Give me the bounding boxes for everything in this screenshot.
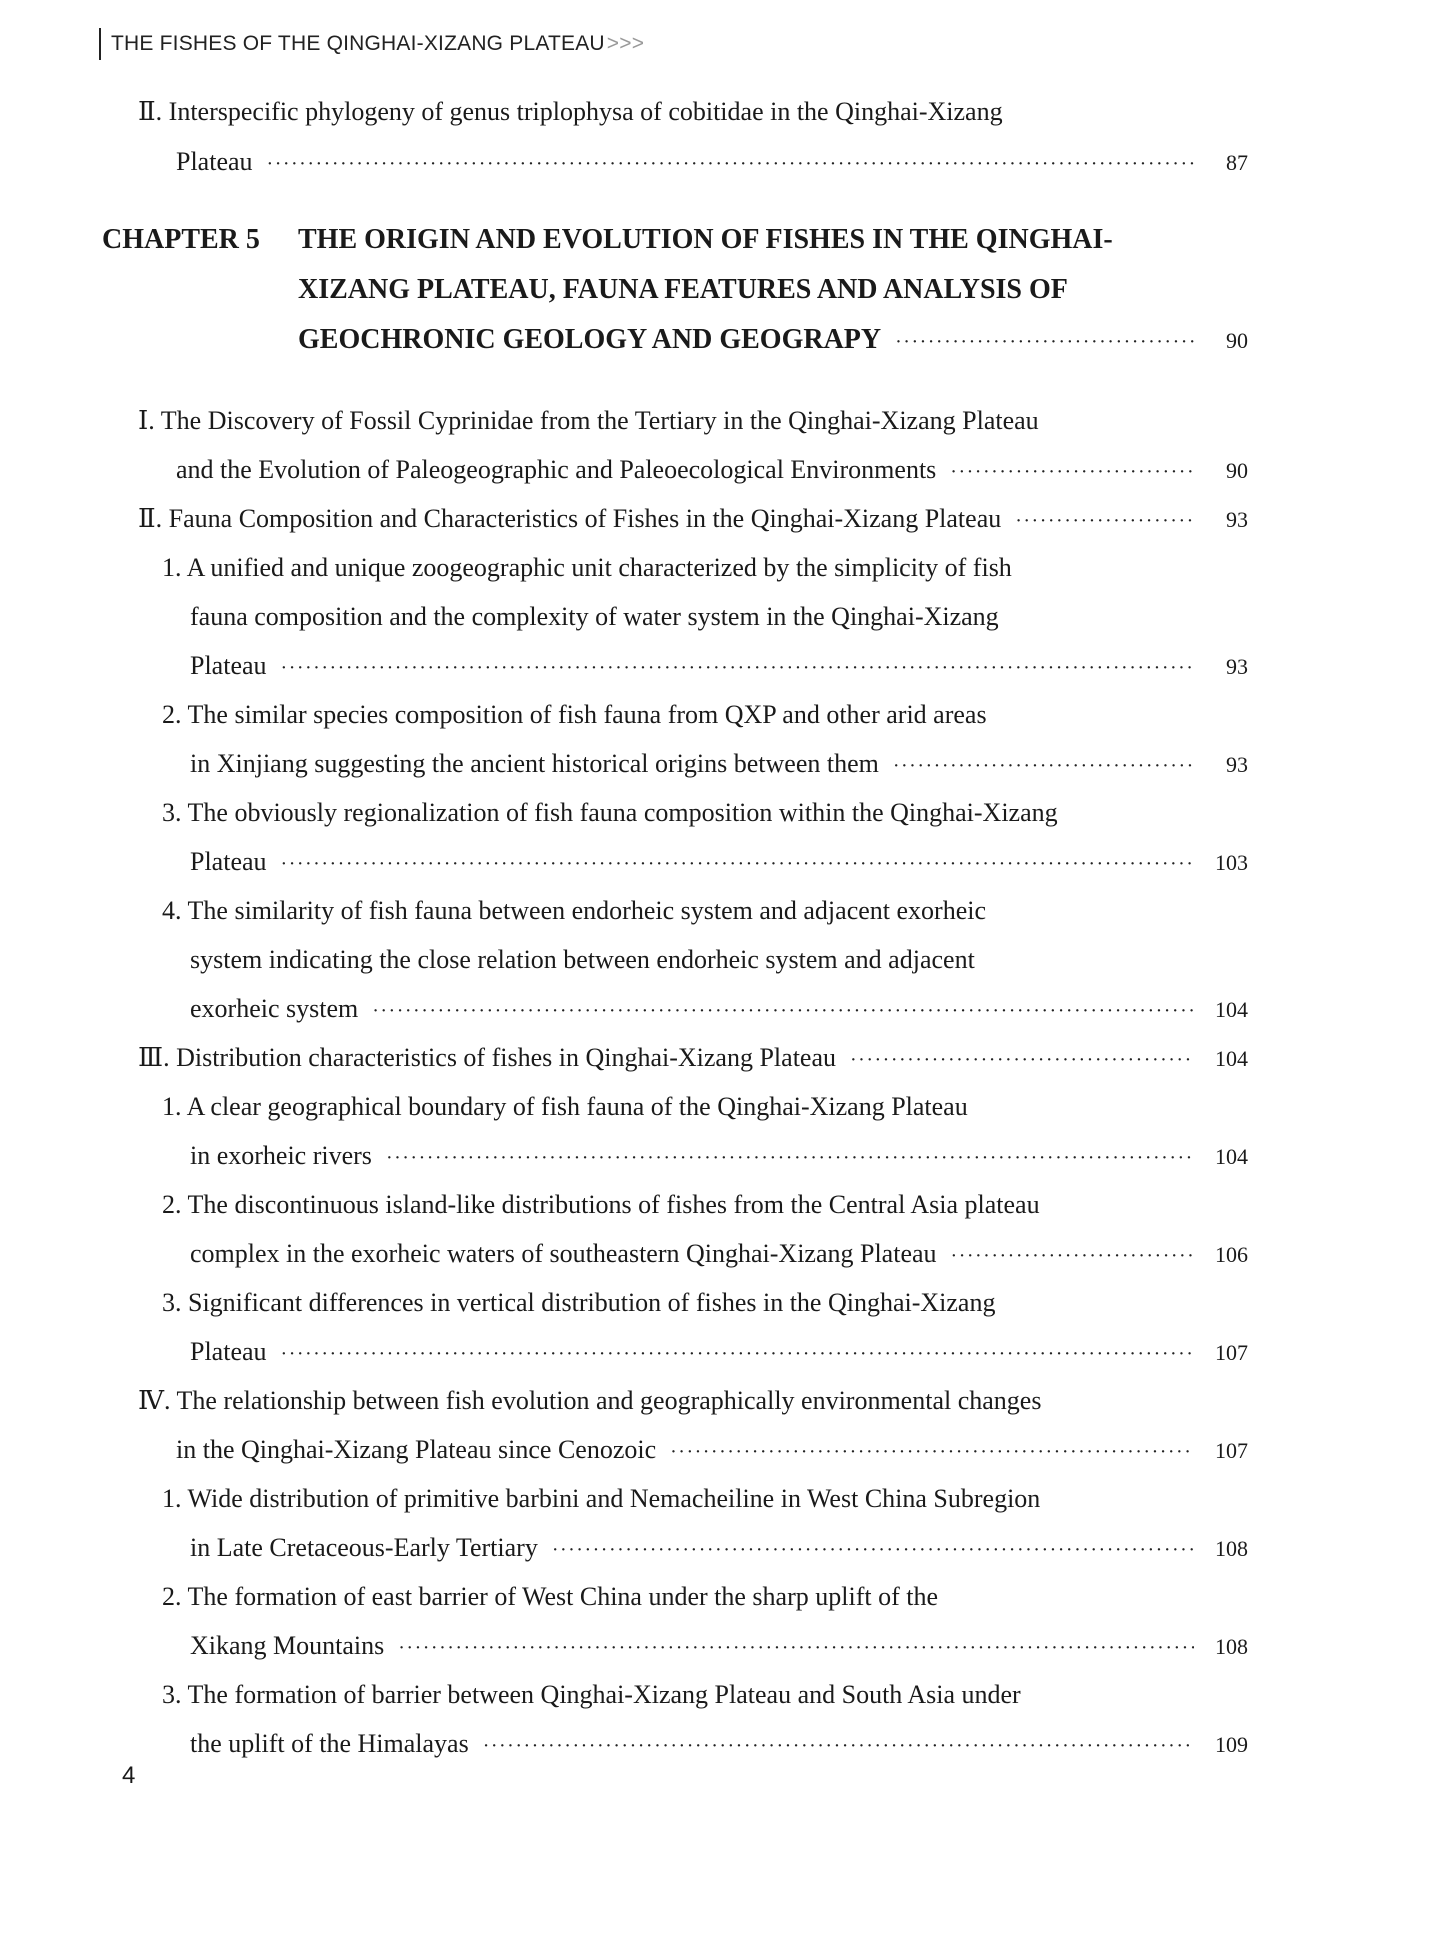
toc-entry-section-1-discovery[interactable]	[176, 453, 1248, 489]
page-number: 104	[1215, 1144, 1248, 1169]
dot-leader	[950, 455, 1194, 489]
toc-entry-text: 2. The discontinuous island-like distributions of fishes from the Central Asia plateau	[162, 1190, 1040, 1219]
toc-line	[138, 1384, 1248, 1418]
toc-entry-2-1[interactable]	[190, 649, 1248, 685]
toc-entry-text: and the Evolution of Paleogeographic and Paleoecological Environments	[176, 455, 937, 484]
toc-entry-text: Plateau	[176, 147, 253, 176]
toc-entry-text: in exorheic rivers	[190, 1141, 372, 1170]
toc-entry-2-4[interactable]	[190, 992, 1248, 1028]
page-number: 106	[1215, 1242, 1248, 1267]
chapter-title: GEOCHRONIC GEOLOGY AND GEOGRAPY	[298, 324, 882, 355]
dot-leader	[281, 1337, 1194, 1371]
page-number: 93	[1226, 654, 1248, 679]
toc-entry-section-4[interactable]	[176, 1433, 1248, 1469]
running-head	[99, 28, 644, 60]
toc-line	[162, 551, 1248, 585]
toc-entry-text: Ⅰ. The Discovery of Fossil Cyprinidae from the Tertiary in the Qinghai-Xizang Plateau	[138, 406, 1039, 435]
page-number: 104	[1215, 997, 1248, 1022]
toc-entry-3-3[interactable]	[190, 1335, 1248, 1371]
chapter-title: THE ORIGIN AND EVOLUTION OF FISHES IN THE QINGHAI-	[298, 224, 1113, 255]
toc-entry-text: 1. A unified and unique zoogeographic unit characterized by the simplicity of fish	[162, 553, 1012, 582]
toc-entry-text: Plateau	[190, 651, 267, 680]
chapter-heading-line	[102, 223, 1248, 257]
toc-entry-text: Ⅱ. Fauna Composition and Characteristics of Fishes in the Qinghai-Xizang Plateau	[138, 504, 1002, 533]
toc-entry-text: 1. Wide distribution of primitive barbini and Nemacheiline in West China Subregion	[162, 1484, 1041, 1513]
page-number: 104	[1215, 1046, 1248, 1071]
toc-line	[162, 1678, 1248, 1712]
page-number: 107	[1215, 1340, 1248, 1365]
page-number: 108	[1215, 1634, 1248, 1659]
dot-leader	[895, 325, 1194, 359]
dot-leader	[267, 147, 1194, 181]
toc-entry-text: system indicating the close relation between endorheic system and adjacent	[190, 945, 975, 974]
toc-entry-text: 3. Significant differences in vertical distribution of fishes in the Qinghai-Xizang	[162, 1288, 996, 1317]
toc-entry-text: 3. The formation of barrier between Qinghai-Xizang Plateau and South Asia under	[162, 1680, 1021, 1709]
toc-entry-4-2[interactable]	[190, 1629, 1248, 1665]
toc-entry-2-2[interactable]	[190, 747, 1248, 783]
toc-entry-text: Xikang Mountains	[190, 1631, 385, 1660]
chapter-title: XIZANG PLATEAU, FAUNA FEATURES AND ANALYSIS OF	[298, 274, 1068, 305]
page-number: 90	[1226, 458, 1248, 483]
dot-leader	[398, 1631, 1194, 1665]
dot-leader	[386, 1141, 1194, 1175]
chapter-heading-line	[298, 273, 1248, 307]
toc-line	[138, 95, 1248, 129]
page-number: 107	[1215, 1438, 1248, 1463]
toc-entry-text: Plateau	[190, 847, 267, 876]
toc-entry-3-1[interactable]	[190, 1139, 1248, 1175]
page-number: 90	[1226, 328, 1248, 353]
dot-leader	[372, 994, 1194, 1028]
dot-leader	[281, 651, 1194, 685]
dot-leader	[893, 749, 1194, 783]
toc-line	[190, 943, 1248, 977]
toc-line	[162, 796, 1248, 830]
page-number: 103	[1215, 850, 1248, 875]
toc-entry-text: complex in the exorheic waters of southeastern Qinghai-Xizang Plateau	[190, 1239, 937, 1268]
toc-entry-text: 2. The similar species composition of fish fauna from QXP and other arid areas	[162, 700, 987, 729]
running-head-title: THE FISHES OF THE QINGHAI-XIZANG PLATEAU	[111, 32, 605, 55]
toc-entry-4-1[interactable]	[190, 1531, 1248, 1567]
dot-leader	[951, 1239, 1194, 1273]
dot-leader	[281, 847, 1194, 881]
running-head-arrows: >>>	[606, 32, 645, 55]
toc-entry-section-3[interactable]	[138, 1041, 1248, 1077]
toc-line	[138, 404, 1248, 438]
toc-entry-text: exorheic system	[190, 994, 359, 1023]
toc-line	[162, 1090, 1248, 1124]
toc-entry-text: in Late Cretaceous-Early Tertiary	[190, 1533, 538, 1562]
toc-entry-4-3[interactable]	[190, 1727, 1248, 1763]
toc-entry-section-2-phylogeny[interactable]	[176, 145, 1248, 181]
toc-entry-text: 4. The similarity of fish fauna between endorheic system and adjacent exorheic	[162, 896, 987, 925]
toc-line	[190, 600, 1248, 634]
toc-entry-text: 1. A clear geographical boundary of fish fauna of the Qinghai-Xizang Plateau	[162, 1092, 968, 1121]
dot-leader	[1015, 504, 1194, 538]
toc-line	[162, 894, 1248, 928]
toc-entry-text: fauna composition and the complexity of water system in the Qinghai-Xizang	[190, 602, 999, 631]
toc-entry-section-2-fauna[interactable]	[138, 502, 1248, 538]
toc-entry-text: Ⅳ. The relationship between fish evolution and geographically environmental changes	[138, 1386, 1042, 1415]
page-number: 93	[1226, 752, 1248, 777]
page-number: 87	[1226, 150, 1248, 175]
toc-line	[162, 1286, 1248, 1320]
page-number: 109	[1215, 1732, 1248, 1757]
page-number: 93	[1226, 507, 1248, 532]
toc-entry-chapter-5[interactable]	[298, 323, 1248, 359]
dot-leader	[483, 1729, 1194, 1763]
page-folio: 4	[122, 1762, 136, 1789]
toc-entry-text: in the Qinghai-Xizang Plateau since Cenozoic	[176, 1435, 657, 1464]
toc-line	[162, 1580, 1248, 1614]
chapter-label: CHAPTER 5	[102, 224, 260, 255]
toc-line	[162, 1482, 1248, 1516]
toc-entry-text: the uplift of the Himalayas	[190, 1729, 469, 1758]
toc-entry-text: 2. The formation of east barrier of West China under the sharp uplift of the	[162, 1582, 939, 1611]
dot-leader	[670, 1435, 1194, 1469]
dot-leader	[552, 1533, 1194, 1567]
toc-entry-text: Plateau	[190, 1337, 267, 1366]
toc-line	[162, 1188, 1248, 1222]
toc-entry-text: Ⅱ. Interspecific phylogeny of genus triplophysa of cobitidae in the Qinghai-Xizang	[138, 97, 1003, 126]
toc-entry-text: Ⅲ. Distribution characteristics of fishes in Qinghai-Xizang Plateau	[138, 1043, 837, 1072]
toc-entry-3-2[interactable]	[190, 1237, 1248, 1273]
toc-entry-text: 3. The obviously regionalization of fish fauna composition within the Qinghai-Xizang	[162, 798, 1058, 827]
toc-entry-2-3[interactable]	[190, 845, 1248, 881]
dot-leader	[850, 1043, 1194, 1077]
toc-line	[162, 698, 1248, 732]
toc-entry-text: in Xinjiang suggesting the ancient historical origins between them	[190, 749, 879, 778]
page-number: 108	[1215, 1536, 1248, 1561]
